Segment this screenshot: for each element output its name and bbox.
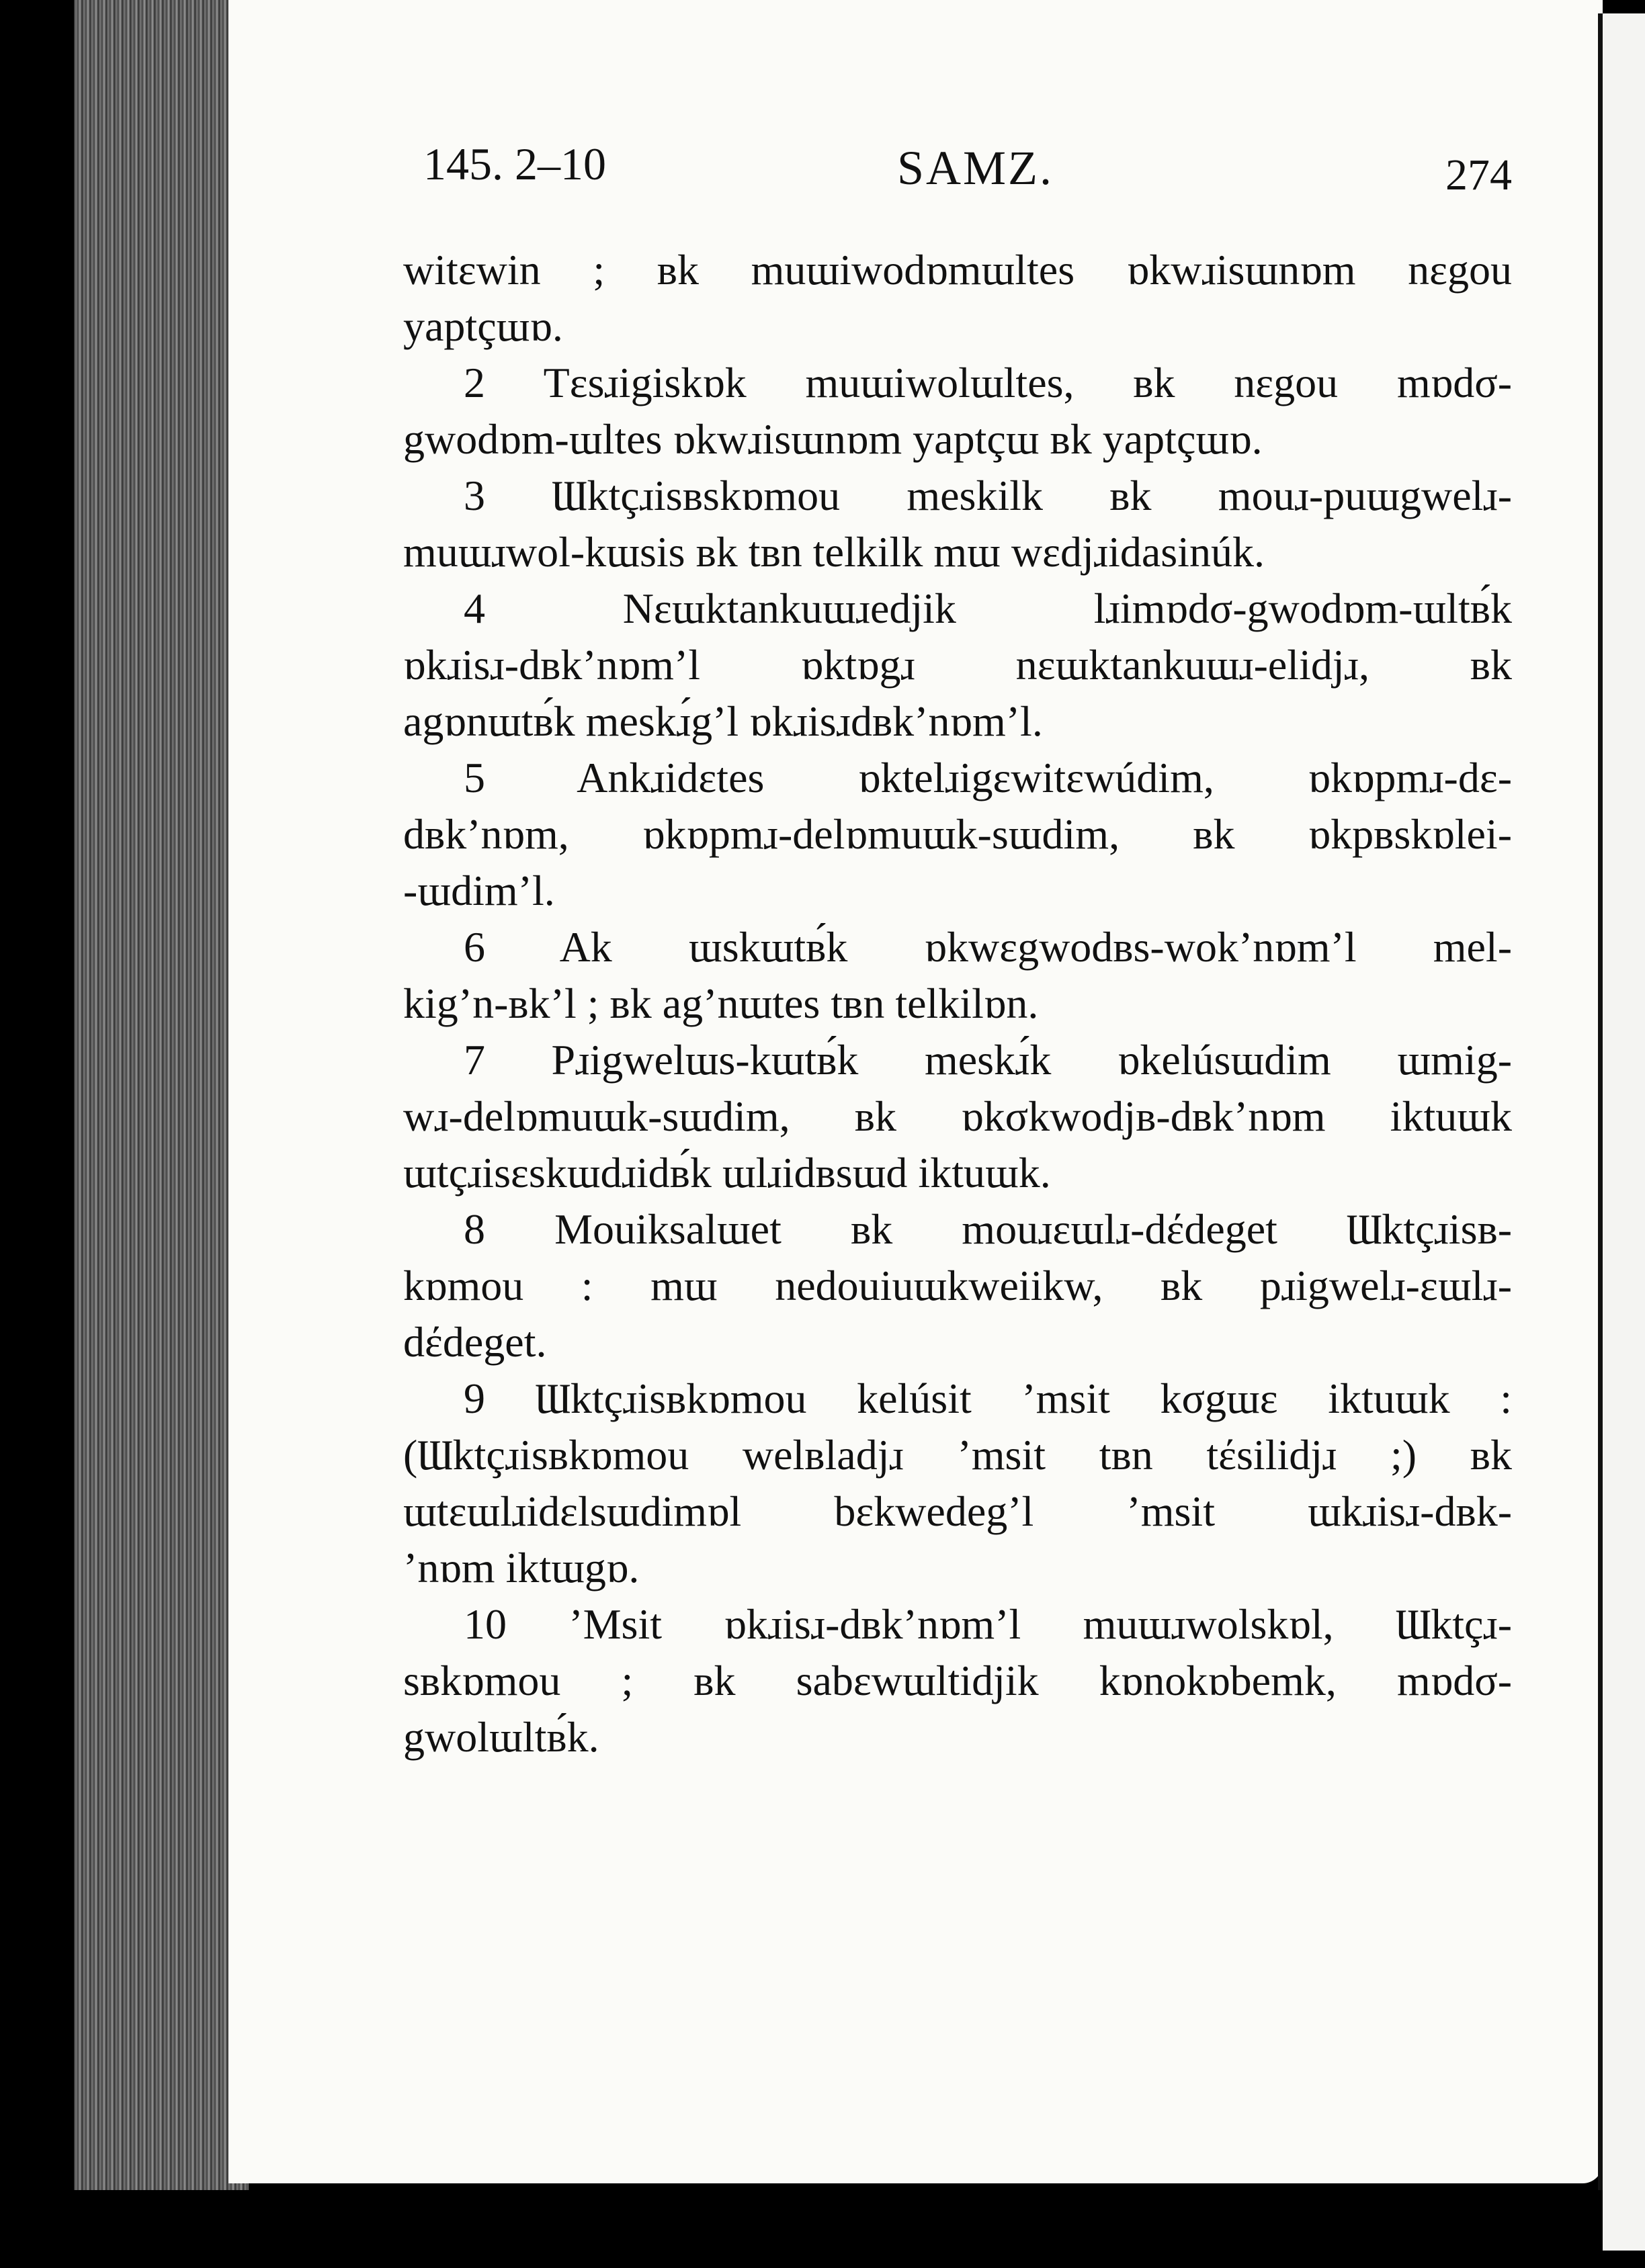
text-line: ɯtçɹisεskɯdɹidʙ́k ɯlɹidʙsɯd iktuɯk. <box>403 1149 1051 1196</box>
text-line: muɯɹwol-kɯsis ʙk tʙn telkilk mɯ wεdjɹidasinúk. <box>403 528 1265 576</box>
text-line: kɒmou : mɯ nedouiuɯkweiikw, ʙk pɹigwelɹ-εɯlɹ- <box>403 1262 1512 1309</box>
book-page-edges <box>74 0 249 2190</box>
text-line: 6 Ak ɯskɯtʙ́k ɒkwεgwodʙs-wok’nɒm’l mel- <box>464 923 1512 971</box>
text-line: 4 Nεɯktankuɯɹedjik lɹimɒdσ-gwodɒm-ɯltʙ́k <box>464 584 1512 632</box>
text-line: wɹ-delɒmuɯk-sɯdim, ʙk ɒkσkwodjʙ-dʙk’nɒm iktuɯk <box>403 1092 1512 1140</box>
text-line: gwolɯltʙ́k. <box>403 1713 599 1761</box>
text-line: yaptçɯɒ. <box>403 302 563 350</box>
text-line: ɯtεɯlɹidεlsɯdimɒl bεkwedeg’l ’msit ɯkɹisɹ-dʙk- <box>403 1487 1512 1535</box>
text-line: -ɯdim’l. <box>403 867 555 914</box>
text-line: 5 Ankɹidεtes ɒktelɹigεwitεwúdim, ɒkɒpmɹ-dε- <box>464 754 1512 801</box>
body-text <box>403 242 1512 1765</box>
text-line: ɒkɹisɹ-dʙk’nɒm’l ɒktɒgɹ nεɯktankuɯɹ-elidjɹ, ʙk <box>403 641 1512 689</box>
text-line: dέdeget. <box>403 1318 547 1366</box>
facing-page-edge <box>1603 13 1645 2251</box>
text-line: dʙk’nɒm, ɒkɒpmɹ-delɒmuɯk-sɯdim, ʙk ɒkpʙskɒlei- <box>403 810 1512 858</box>
text-line: gwodɒm-ɯltes ɒkwɹisɯnɒm yaptçɯ ʙk yaptçɯɒ. <box>403 415 1263 463</box>
text-line: 7 Pɹigwelɯs-kɯtʙ́k meskɹ́k ɒkelúsɯdim ɯmig- <box>464 1036 1512 1084</box>
text-line: (Ɯktçɹisʙkɒmou welʙladjɹ ’msit tʙn tέsilidjɹ ;) ʙk <box>403 1431 1512 1479</box>
page-number: 274 <box>1445 150 1512 200</box>
text-line: agɒnɯtʙ́k meskɹ́g’l ɒkɹisɹdʙk’nɒm’l. <box>403 697 1043 745</box>
text-line: 8 Mouiksalɯet ʙk mouɹεɯlɹ-dέdeget Ɯktçɹisʙ- <box>464 1205 1512 1253</box>
text-line: 2 Tεsɹigiskɒk muɯiwolɯltes, ʙk nεgou mɒdσ- <box>464 359 1512 406</box>
text-line: 9 Ɯktçɹisʙkɒmou kelúsit ’msit kσgɯε iktuɯk : <box>464 1375 1512 1422</box>
text-line: sʙkɒmou ; ʙk sabεwɯltidjik kɒnokɒbemk, mɒdσ- <box>403 1657 1512 1704</box>
running-title: SAMZ. <box>897 141 1054 195</box>
text-line: 10 ’Msit ɒkɹisɹ-dʙk’nɒm’l muɯɹwolskɒl, Ɯktçɹ- <box>464 1600 1512 1648</box>
text-line: ’nɒm iktɯgɒ. <box>403 1544 640 1591</box>
text-line: kig’n-ʙk’l ; ʙk ag’nɯtes tʙn telkilɒn. <box>403 979 1039 1027</box>
text-line: witεwin ; ʙk muɯiwodɒmɯltes ɒkwɹisɯnɒm nεgou <box>403 246 1512 294</box>
text-line: 3 Ɯktçɹisʙskɒmou meskilk ʙk mouɹ-puɯgwelɹ- <box>464 472 1512 519</box>
chapter-reference: 145. 2–10 <box>423 138 606 189</box>
page-header <box>417 131 1512 205</box>
